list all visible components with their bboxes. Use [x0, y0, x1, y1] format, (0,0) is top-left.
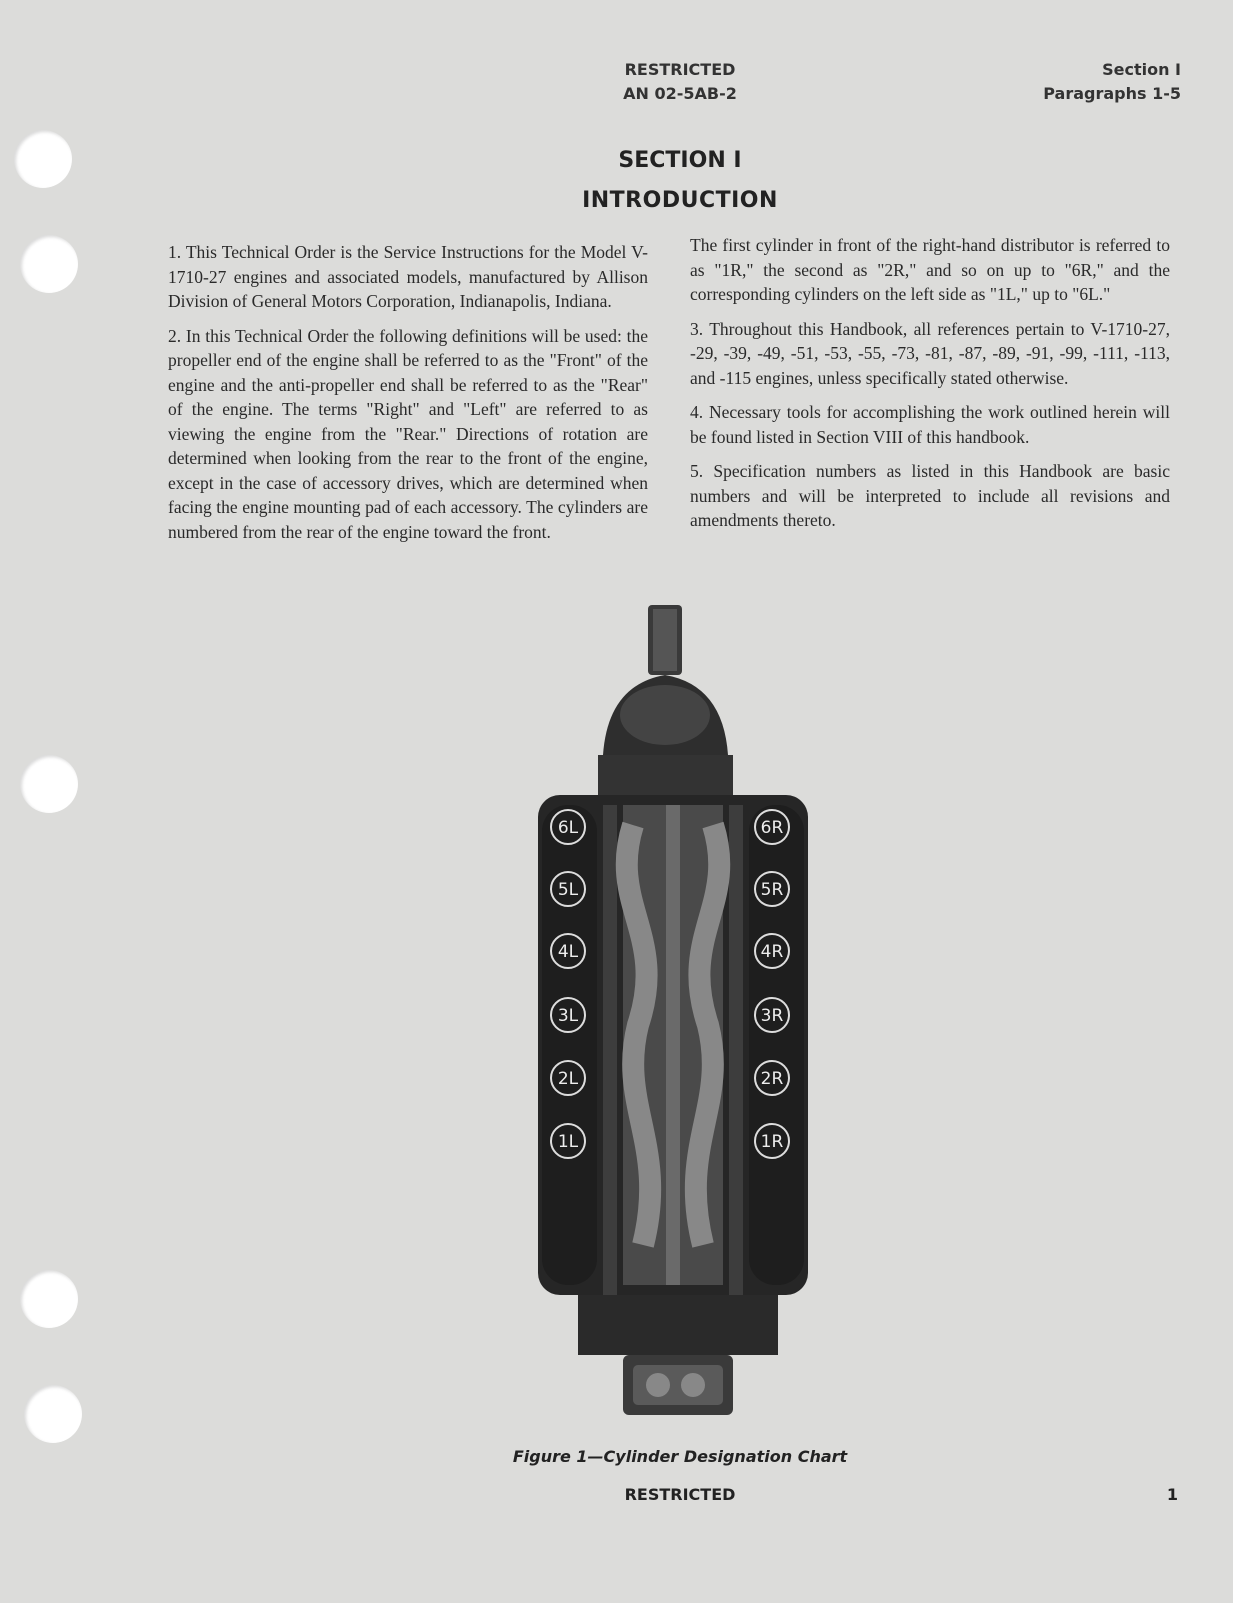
- engine-figure: [528, 605, 848, 1435]
- cylinder-label-4r: 4R: [760, 942, 784, 962]
- cylinder-label-5r: 5R: [760, 880, 784, 900]
- paragraph-1: 1. This Technical Order is the Service Instructions for the Model V-1710-27 engines and associated models, manufactured by Allison Division of General Motors Corporation, Indianapolis, Indiana.: [168, 242, 648, 311]
- restricted-marking: RESTRICTED: [624, 60, 736, 79]
- punch-hole: [20, 755, 78, 813]
- cylinder-label-3r: 3R: [760, 1006, 784, 1026]
- cylinder-label-2l: 2L: [557, 1069, 579, 1089]
- section-label: Section I: [1102, 60, 1181, 79]
- cylinder-label-3l: 3L: [557, 1006, 579, 1026]
- cylinder-label-2r: 2R: [760, 1069, 784, 1089]
- cylinder-label-4l: 4L: [557, 942, 579, 962]
- cylinder-label-6r: 6R: [760, 818, 784, 838]
- document-header: [560, 58, 800, 106]
- section-title: INTRODUCTION: [582, 188, 778, 213]
- cylinder-label-1l: 1L: [557, 1132, 579, 1152]
- cylinder-label-5l: 5L: [557, 880, 579, 900]
- figure-caption: Figure 1—Cylinder Designation Chart: [512, 1447, 848, 1466]
- engine-illustration: [528, 605, 848, 1435]
- paragraph-3: 3. Throughout this Handbook, all references pertain to V-1710-27, -29, -39, -49, -51, -53, -55, -73, -81, -87, -89, -91, -99, -111, -113, and -115 engines, unless specifically stated otherwise.: [690, 318, 1170, 388]
- section-number: SECTION I: [618, 148, 742, 173]
- punch-hole: [20, 1270, 78, 1328]
- punch-hole: [24, 1385, 82, 1443]
- footer-restricted: RESTRICTED: [624, 1485, 736, 1504]
- left-column: [168, 240, 648, 554]
- paragraph-4: 4. Necessary tools for accomplishing the work outlined herein will be found listed in Section VIII of this handbook.: [690, 402, 1170, 447]
- cylinder-label-6l: 6L: [557, 818, 579, 838]
- paragraph-2-continued: The first cylinder in front of the right-hand distributor is referred to as "1R," the second as "2R," and so on up to "6R," and the corresponding cylinders on the left side as "1L," up to "6L.": [690, 235, 1170, 304]
- right-column: [690, 233, 1170, 543]
- page-number: 1: [1166, 1485, 1178, 1504]
- punch-hole: [20, 235, 78, 293]
- paragraph-2: 2. In this Technical Order the following definitions will be used: the propeller end of the engine shall be referred to as the "Front" of the engine and the anti-propeller end shall be referred to as the "Rear" of the engine. The terms "Right" and "Left" are referred to as viewing the engine from the "Rear." Directions of rotation are determined when looking from the rear to the front of the engine, except in the case of accessory drives, which are determined when facing the engine mounting pad of each accessory. The cylinders are numbered from the rear of the engine toward the front.: [168, 325, 648, 542]
- document-number: AN 02-5AB-2: [623, 84, 737, 103]
- section-reference: [1043, 58, 1181, 106]
- paragraphs-label: Paragraphs 1-5: [1043, 84, 1181, 103]
- paragraph-5: 5. Specification numbers as listed in this Handbook are basic numbers and will be interpreted to include all revisions and amendments thereto.: [690, 461, 1170, 530]
- cylinder-label-1r: 1R: [760, 1132, 784, 1152]
